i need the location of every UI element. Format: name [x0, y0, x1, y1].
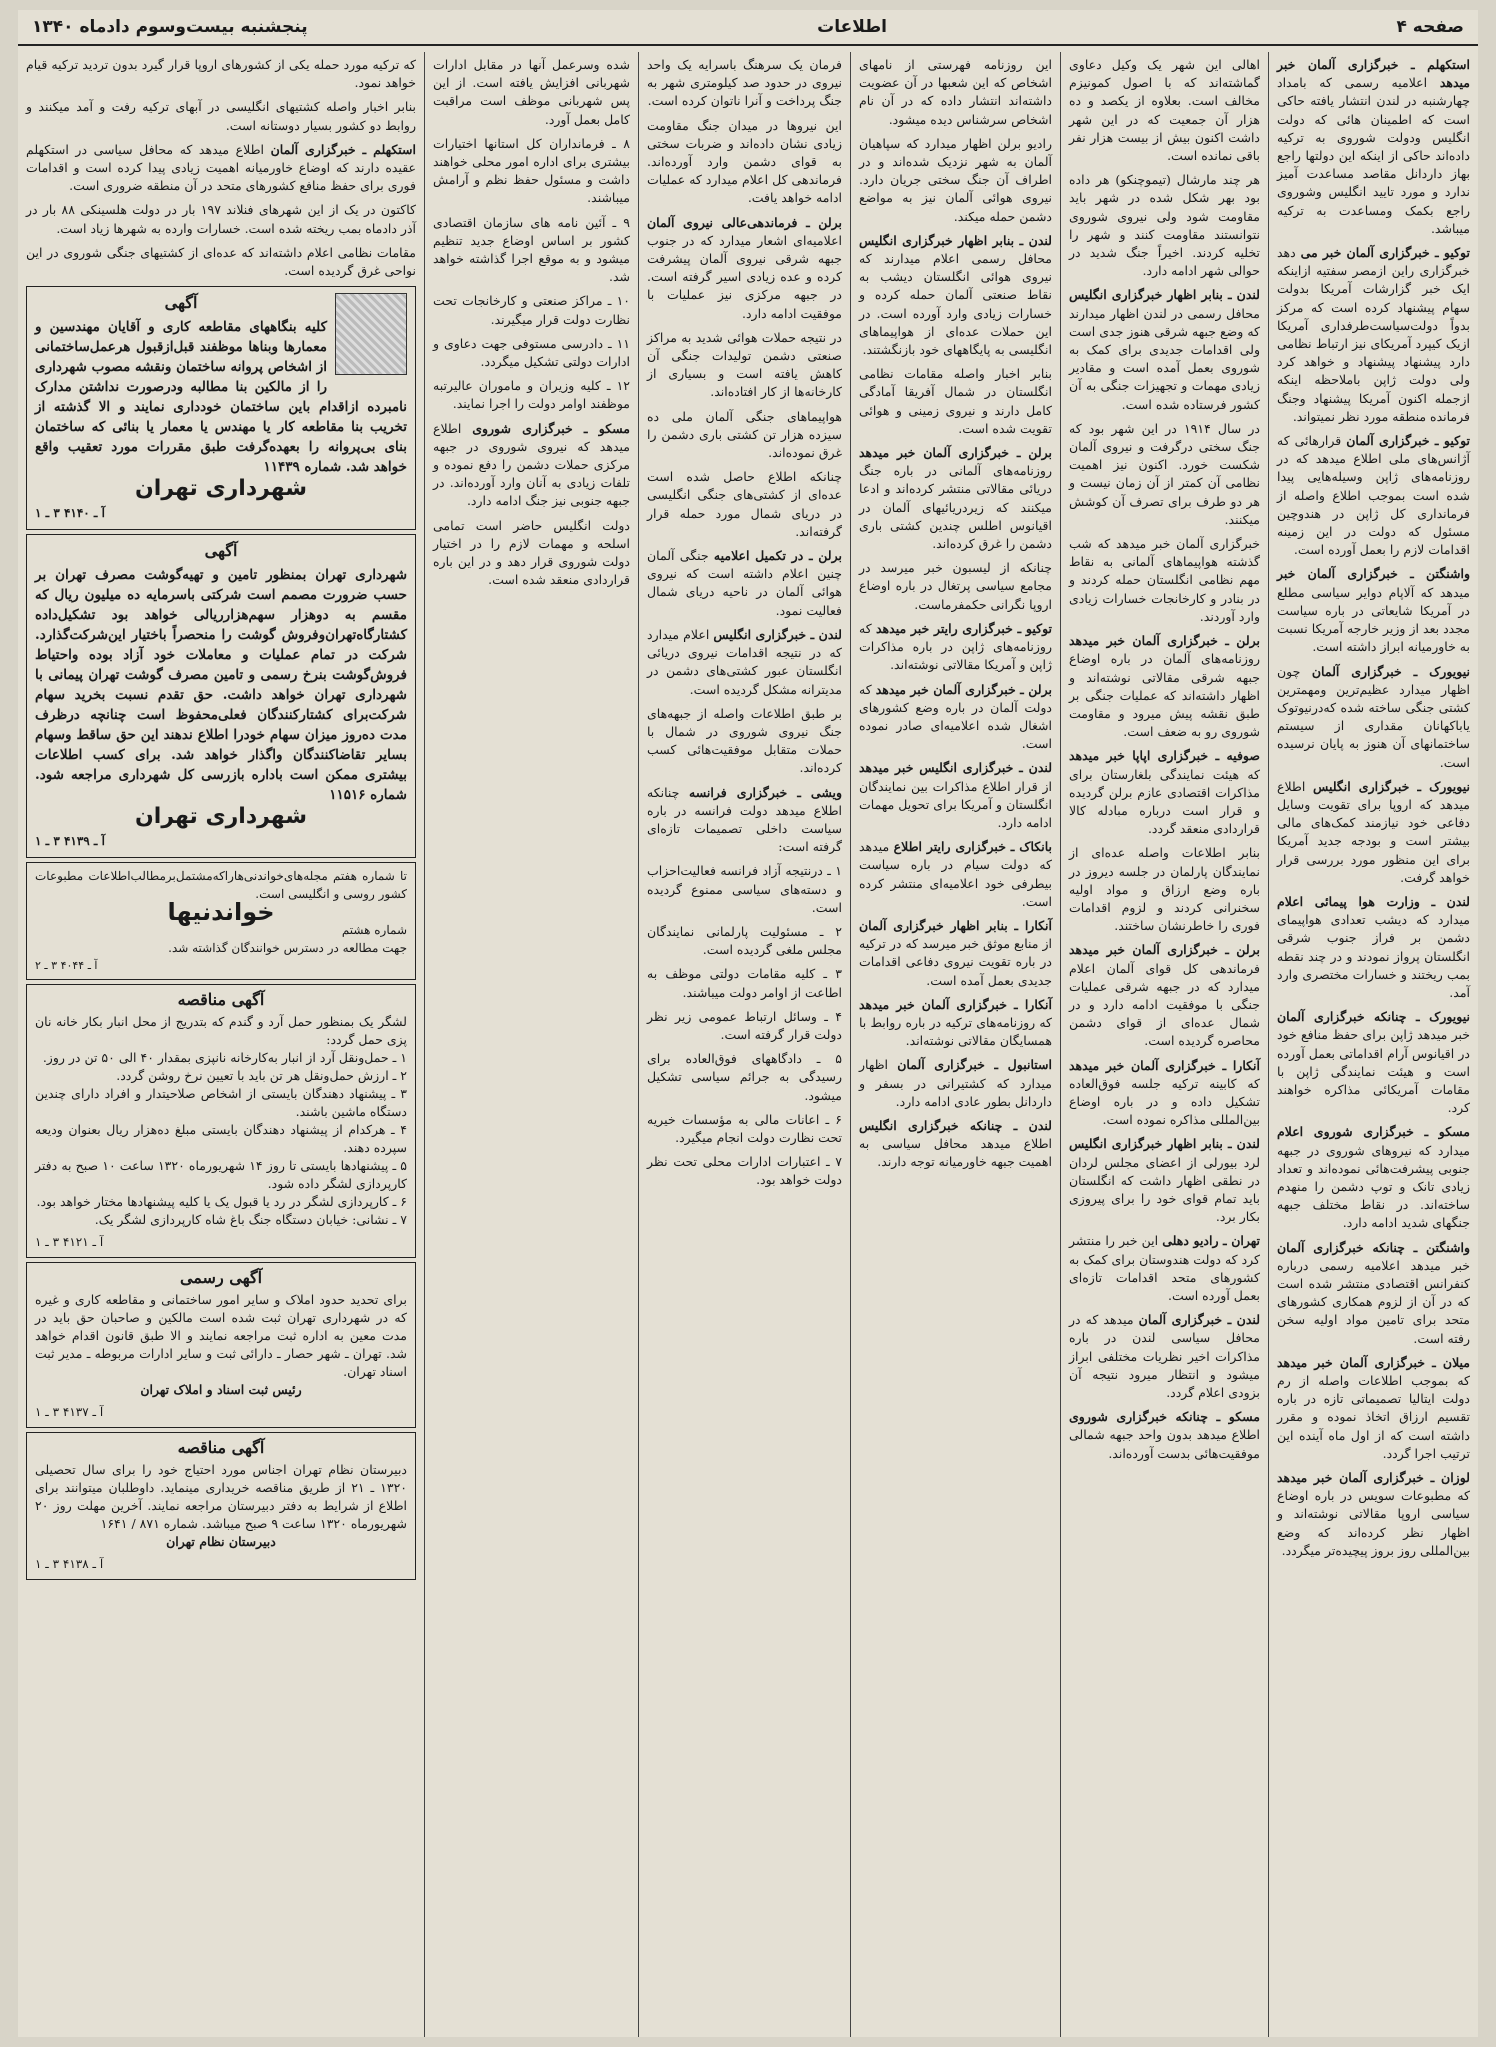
- news-text: ۲ ـ مسئولیت پارلمانی نمایندگان مجلس ملغی گردیده است.: [647, 923, 842, 958]
- ad-text: کلیه بنگاههای مقاطعه کاری و آقایان مهندسین و معمارها وبناها موظفند قبل‌ازقبول هرعمل‌ساختمانی از اشخاص پروانه ساختمان ونقشه مصوب شهرداری را از مالکین بنا مطالبه ودرصورت نداشتن مدارک نامبرده ازاقدام باین ساختمان خودداری نمایند و الا گذشته از تخریب بنا مقاطعه کار یا مهندس یا معمار یا بنائی که ساختمان بنای بی‌پروانه را بعهده‌گرفت طبق مقررات مورد تعقیب واقع خواهد شد. شماره ۱۱۴۳۹: [35, 319, 407, 476]
- news-text: اهالی این شهر یک وکیل دعاوی گماشته‌اند که با اصول کمونیزم مخالف است. بعلاوه از یکصد و ده هزار آن جمعیت که در این شهر داشت اکنون بیش از بیست هزار نفر باقی نمانده است.: [1069, 57, 1260, 164]
- news-lead: لندن ـ خبرگزاری آلمان: [1138, 1312, 1261, 1328]
- news-item: [433, 292, 630, 328]
- news-item: [1069, 941, 1260, 1050]
- news-item: [433, 420, 630, 511]
- news-item: [26, 201, 416, 237]
- news-item: [1277, 244, 1470, 426]
- news-text: روزنامه‌های آلمانی در باره جنگ دریائی مقالاتی منتشر کرده‌اند و ادعا میکنند که زیردریائیهای آلمان در اقیانوس اطلس چندین کشتی باری دشمن را غرق کرده‌اند.: [859, 463, 1052, 552]
- news-text: ۳ ـ کلیه مقامات دولتی موظف به اطاعت از اوامر دولت میباشند.: [647, 966, 842, 1000]
- news-lead: لندن ـ بنابر اظهار خبرگزاری انگلیس: [1069, 287, 1260, 303]
- column-5: [424, 52, 638, 2037]
- news-text: که روزنامه‌های ژاپن در باره مذاکرات ژاپن و آمریکا مقالاتی نوشته‌اند.: [859, 620, 1052, 673]
- news-text: این خبر را منتشر کرد که دولت هندوستان برای کمک به کشورهای متحد اقدامات تازه‌ای بعمل آورده است.: [1069, 1233, 1260, 1303]
- ad-text: شهرداری تهران بمنظور تامین و تهیه‌گوشت مصرف تهران بر حسب ضرورت مصمم است شرکتی باسرمایه ده میلیون ریال که مقسم به دوهزار سهم‌هزارریالی خواهد بود تشکیل‌داده کشتارگاه‌تهران‌وفروش گوشت را منحصراً باختیار این‌شرکت‌گذارد. شرکت در تمام عملیات و معاملات خود آزاد بوده واحتیاط فروش‌گوشت بنرخ رسمی و تامین مصرف گوشت تهران پیمانی با شهرداری تهران خواهد داشت. حق تقدم نسبت بخرید سهام شرکت‌برای کشتارکنندگان فعلی‌محفوظ است چنانچه درظرف مدت ده‌روز میزان سهام خودرا اطلاع ندهند این حق ساقط وسهام بسایر تقاضاکنندگان واگذار خواهد شد. برای کسب اطلاعات بیشتری ممکن است باداره بازرسی کل شهرداری مراجعه شود. شماره ۱۱۵۱۶: [35, 567, 407, 804]
- news-item: [1069, 844, 1260, 935]
- news-lead: آنکارا ـ خبرگزاری آلمان خبر میدهد: [1069, 1057, 1260, 1073]
- news-item: [1069, 171, 1260, 280]
- news-text: میدهد که آلاپام دوایر سیاسی مطلع در آمریکا شایعاتی در باره سیاست مجدد بعد از وزیر خارجه آمریکا نسبت به خاورمیانه ابراز داشته است.: [1277, 584, 1470, 655]
- news-text: که مطبوعات سویس در باره اوضاع سیاسی اروپا مقالاتی نوشته‌اند و اظهار نظر کرده‌اند که وضع بین‌المللی روز بروز پیچیده‌تر میگردد.: [1277, 1488, 1470, 1558]
- news-lead: برلن ـ خبرگزاری آلمان خبر میدهد: [859, 445, 1052, 461]
- news-item: [647, 329, 842, 402]
- tender-item: ۲ ـ ارزش حمل‌ونقل هر تن باید با تعیین نرخ روشن گردد.: [116, 1068, 407, 1084]
- news-text: اعلام میدارد که در نتیجه اقدامات نیروی دریائی انگلستان عبور کشتی‌های دشمن در مدیترانه مشکل گردیده است.: [647, 626, 842, 697]
- paper-name: اطلاعات: [817, 17, 887, 37]
- news-text: از منابع موثق خبر میرسد که در ترکیه در باره تقویت نیروی دفاعی اقدامات جدیدی بعمل آمده است.: [859, 936, 1052, 988]
- news-lead: توکیو ـ خبرگزاری آلمان: [1346, 433, 1470, 449]
- news-item: [859, 232, 1052, 359]
- news-text: این روزنامه فهرستی از نامهای اشخاص که این شعبها در آن عضویت داشته‌اند انتشار داده که در آن نام اشخاص سرشناس دیده میشود.: [859, 57, 1052, 127]
- news-lead: برلن ـ فرماندهی‌عالی نیروی آلمان: [647, 214, 842, 230]
- news-item: [859, 838, 1052, 911]
- ad-text: دبیرستان نظام تهران اجناس مورد احتیاج خود را برای سال تحصیلی ۱۳۲۰ ـ ۲۱ از طریق مناقصه خریداری مینماید. داوطلبان میتوانند برای اطلاع از شرایط به دفتر دبیرستان مراجعه نمایند. آخرین مهلت روز ۲۰ شهریورماه ۱۳۲۰ ساعت ۹ صبح میباشد. شماره ۸۷۱ / ۱۶۴۱: [35, 1462, 408, 1532]
- news-item: [859, 917, 1052, 990]
- news-lead: لندن ـ بنابر اظهار خبرگزاری انگلیس: [1069, 1136, 1260, 1152]
- tender-item: ۳ ـ پیشنهاد دهندگان بایستی از اشخاص صلاحیتدار و افراد دارای چندین دستگاه ماشین باشند.: [35, 1086, 407, 1120]
- news-lead: برلن ـ خبرگزاری آلمان خبر میدهد: [1069, 633, 1260, 649]
- tender-item: ۴ ـ هرکدام از پیشنهاد دهندگان بایستی مبلغ ده‌هزار ریال بعنوان ودیعه سپرده دهند.: [35, 1122, 407, 1156]
- column-4: [638, 52, 850, 2037]
- news-text: هر چند مارشال (تیموچنکو) هر داده بود بهر شکل شده در شهر باید مقاومت شود ولی نیروی شوروی نتوانستند مقاومت کنند و شهر را تخلیه کردند. اخیراً جنگ شدید در حوالی شهر ادامه دارد.: [1069, 172, 1260, 279]
- news-item: [859, 759, 1052, 832]
- news-text: فرماندهی کل قوای آلمان اعلام میدارد که در جبهه شرقی عملیات جنگی با موفقیت ادامه دارد و در شمال عده‌ای از قوای دشمن محاصره گردیده است.: [1069, 960, 1260, 1049]
- news-lead: بانکاک ـ خبرگزاری رایتر اطلاع: [893, 839, 1052, 855]
- news-lead: استانبول ـ خبرگزاری آلمان: [897, 1057, 1052, 1073]
- news-item: [1069, 1135, 1260, 1226]
- news-lead: لوزان ـ خبرگزاری آلمان خبر میدهد: [1277, 1470, 1470, 1486]
- masthead: [18, 10, 1478, 46]
- news-lead: لندن ـ چنانکه خبرگزاری انگلیس: [859, 1117, 1052, 1133]
- ad-code: آ ـ ۴۱۳۷ ۳ ـ ۱: [35, 1405, 104, 1420]
- news-text: چون اظهار میدارد عظیم‌ترین ومهمترین کشتی جنگی ساخته شده که‌درنیوتوک یاباکهانان مقداری از سیستم ساختمانهای آن هنوز به پایان نرسیده است.: [1277, 663, 1470, 770]
- news-item: [859, 559, 1052, 614]
- news-lead: لندن ـ خبرگزاری انگلیس: [713, 626, 842, 642]
- news-item: [26, 141, 416, 196]
- news-item: [647, 547, 842, 620]
- news-item: [1277, 1469, 1470, 1560]
- news-item: [433, 517, 630, 590]
- news-lead: توکیو ـ خبرگزاری آلمان خبر می: [1300, 245, 1470, 261]
- news-lead: نیویورک ـ خبرگزاری انگلیس: [1313, 778, 1470, 794]
- news-text: این نیروها در میدان جنگ مقاومت زیادی نشان داده‌اند و ضربات سختی به قوای دشمن وارد آورده‌اند. فرماندهی کل اعلام میدارد که عملیات ادامه خواهد یافت.: [647, 117, 842, 206]
- news-lead: مسکو ـ چنانکه خبرگزاری شوروی: [1069, 1409, 1260, 1425]
- news-text: چنانکه از لیسبون خبر میرسد در مجامع سیاسی پرتغال در باره اوضاع اروپا نگرانی حکمفرماست.: [859, 560, 1052, 612]
- news-item: [1277, 663, 1470, 772]
- khandaniha-name: خواندنیها: [167, 898, 275, 927]
- news-text: که هیئت نمایندگی بلغارستان برای مذاکرات اقتصادی عازم برلن گردیده و قرار است درباره مبادله کالا قراردادی منعقد گردد.: [1069, 766, 1260, 837]
- news-lead: میلان ـ خبرگزاری آلمان خبر میدهد: [1277, 1354, 1470, 1370]
- news-item: [1277, 893, 1470, 1002]
- news-text: مقامات نظامی اعلام داشته‌اند که عده‌ای از کشتیهای جنگی شوروی در این نواحی غرق گردیده است.: [26, 244, 416, 279]
- news-item: [859, 1117, 1052, 1172]
- news-text: میدهد که دولت سیام در باره سیاست بیطرفی خود اعلامیه‌ای منتشر کرده است.: [859, 839, 1052, 909]
- news-text: لرد بیورلی از اعضای مجلس لردان در نطقی اظهار داشت که انگلستان باید تمام قوای خود را برای پیروزی بکار برد.: [1069, 1154, 1260, 1225]
- news-lead: لندن ـ بنابر اظهار خبرگزاری انگلیس: [859, 232, 1052, 248]
- news-item: [647, 214, 842, 323]
- ad-signature: دبیرستان نظام تهران: [166, 1534, 276, 1550]
- news-item: [647, 1153, 842, 1189]
- ad-code: آ ـ ۴۰۴۴ ۳ ـ ۲: [35, 959, 98, 973]
- news-item: [647, 862, 842, 917]
- news-text: چنانکه اطلاع حاصل شده است عده‌ای از کشتی‌های جنگی انگلیسی در دریای شمال مورد حمله قرار گرفته‌اند.: [647, 469, 842, 539]
- news-text: روزنامه‌های آلمان در باره اوضاع جبهه شرقی مقالاتی نوشته‌اند و اظهار داشته‌اند که عملیات جنگی بر طبق نقشه پیش میرود و مقاومت شوروی رو به ضعف است.: [1069, 651, 1260, 740]
- news-lead: آنکارا ـ خبرگزاری آلمان خبر میدهد: [859, 996, 1052, 1012]
- news-item: [647, 1111, 842, 1147]
- news-item: [647, 1008, 842, 1044]
- news-text: ۹ ـ آئین نامه های سازمان اقتصادی کشور بر اساس اوضاع جدید تنظیم میشود و به موقع اجرا گذاشته خواهد شد.: [433, 214, 630, 285]
- news-text: که دولت آلمان در باره وضع کشورهای اشغال شده اعلامیه‌ای صادر نموده است.: [859, 681, 1052, 752]
- news-item: [1277, 1239, 1470, 1348]
- column-3: [850, 52, 1060, 2037]
- news-lead: صوفیه ـ خبرگزاری اپاپا خبر میدهد: [1069, 748, 1260, 764]
- news-lead: لندن ـ خبرگزاری انگلیس خبر میدهد: [859, 760, 1052, 776]
- ad-title: آگهی مناقصه: [177, 990, 265, 1010]
- news-item: [433, 56, 630, 129]
- news-text: خبر میدهد اعلامیه رسمی درباره کنفرانس اقتصادی منتشر شده است که در آن از لزوم همکاری کشورهای متحد برای تامین مواد اولیه سخن رفته است.: [1277, 1257, 1470, 1346]
- news-lead: واشنگتن ـ چنانکه خبرگزاری آلمان: [1277, 1239, 1470, 1255]
- news-item: [859, 1056, 1052, 1111]
- news-item: [859, 135, 1052, 226]
- news-item: [647, 705, 842, 778]
- tender-ad: [26, 984, 416, 1258]
- official-ad: [26, 1262, 416, 1428]
- news-text: از قرار اطلاع مذاکرات بین نمایندگان انگلستان و آمریکا برای تحویل مهمات ادامه دارد.: [859, 778, 1052, 830]
- news-text: اطلاع میدهد که محافل سیاسی در استکهلم عقیده دارند که اوضاع خاورمیانه اهمیت زیادی پیدا کرده است و اقدامات فوری برای حفظ منافع کشورهای متحد در آن منطقه ضروری است.: [26, 141, 416, 194]
- ad-code: آ ـ ۴۱۲۱ ۳ ـ ۱: [35, 1235, 104, 1250]
- news-lead: مسکو ـ خبرگزاری شوروی اعلام: [1277, 1124, 1470, 1140]
- news-item: [433, 214, 630, 287]
- news-item: [1069, 286, 1260, 413]
- issue-date: پنجشنبه بیست‌وسوم دادماه ۱۳۴۰: [32, 17, 308, 37]
- tender-item: ۵ ـ پیشنهادها بایستی تا روز ۱۴ شهریورماه ۱۳۲۰ ساعت ۱۰ صبح به دفتر کارپردازی لشگر داده شود.: [35, 1158, 408, 1192]
- news-lead: توکیو ـ خبرگزاری رایتر خبر میدهد: [875, 620, 1053, 636]
- columns: [18, 52, 1478, 2037]
- ad-title: آگهی: [164, 293, 198, 313]
- news-text: که ترکیه مورد حمله یکی از کشورهای اروپا قرار گیرد بدون تردید ترکیه قیام خواهد نمود.: [26, 57, 416, 91]
- news-text: چنانکه اطلاع میدهد دولت فرانسه در باره سیاست داخلی تصمیمات تازه‌ای گرفته است:: [647, 784, 842, 855]
- news-text: که بموجب اطلاعات واصله از رم دولت ایتالیا تصمیماتی تازه در باره تقسیم ارزاق اتخاذ نموده و مقرر داشته است که از اول ماه آینده این ترتیب اجرا گردد.: [1277, 1373, 1470, 1461]
- news-text: که روزنامه‌های ترکیه در باره روابط با همسایگان مقالاتی نوشته‌اند.: [859, 1014, 1052, 1049]
- news-text: خبرگزاری آلمان خبر میدهد که شب گذشته هواپیماهای آلمانی به نقاط مهم نظامی انگلستان حمله کردند و در بنادر و کارخانجات خسارات زیادی وارد آوردند.: [1069, 536, 1260, 624]
- news-item: [859, 56, 1052, 129]
- municipality-construction-ad: [26, 286, 416, 530]
- news-text: در سال ۱۹۱۴ در این شهر بود که جنگ سختی درگرفت و نیروی آلمان شکست خورد. اکنون نیز اهمیت نظامی آن کمتر از آن زمان نیست و هر دو طرف برای تصرف آن کوشش میکنند.: [1069, 420, 1260, 527]
- news-item: [859, 365, 1052, 438]
- news-text: میدارد که دیشب تعدادی هواپیمای دشمن بر فراز جنوب شرقی انگلستان پرواز نمودند و در چند نقطه بمب ریختند و خسارات مختصری وارد آمد.: [1277, 912, 1470, 1000]
- news-text: دهد خبرگزاری راین ازمصر سفتیه ازاینکه ایک خبر گزارشات آمریکا بدولت سهام پیشنهاد کرده است که مرکز بدواً دولت‌سیاست‌طرفداری آمریکا ازیک کیپرد آمریکای نیز ارتباط نظامی دارد پیشنهاد پیشنهاد و خواهد کرد ولی دولت ژاپن باملاحظه اینکه ازجمله اکنون آمریکا پیشنهاد وجنگ فرمانده منطقه مورد نظر نمیتواند.: [1277, 245, 1470, 424]
- news-lead: تهران ـ رادیو دهلی: [1162, 1233, 1260, 1249]
- news-lead: برلن ـ در تکمیل اعلامیه: [713, 548, 842, 564]
- tender-item: ۶ ـ کارپردازی لشگر در رد یا قبول یک یا کلیه پیشنهادها مختار خواهد بود.: [36, 1194, 407, 1210]
- news-item: [1069, 747, 1260, 838]
- ad-signature: شهرداری تهران: [135, 804, 307, 830]
- news-text: شده وسرعمل آنها در مقابل ادارات شهربانی افزایش یافته است. از این پس شهربانی موظف است مراقبت کامل بعمل آورد.: [433, 57, 630, 127]
- news-item: [647, 1050, 842, 1105]
- news-text: ۷ ـ اعتبارات ادارات محلی تحت نظر دولت خواهد بود.: [647, 1154, 842, 1188]
- news-item: [1069, 1232, 1260, 1305]
- news-item: [26, 56, 416, 92]
- news-item: [859, 620, 1052, 675]
- tender-item: ۷ ـ نشانی: خیابان دستگاه جنگ باغ شاه کارپردازی لشگر یک.: [94, 1212, 407, 1228]
- news-item: [1277, 56, 1470, 238]
- news-text: در نتیجه حملات هوائی شدید به مراکز صنعتی دشمن تولیدات جنگی آن کاهش یافته است و بسیاری از کارخانه‌ها از کار افتاده‌اند.: [647, 329, 842, 400]
- khandaniha-tail: جهت مطالعه در دسترس خوانندگان گذاشته شد.: [168, 941, 407, 956]
- news-item: [647, 56, 842, 111]
- news-item: [433, 377, 630, 413]
- news-item: [647, 468, 842, 541]
- news-text: کاکتون در یک از این شهرهای فنلاند ۱۹۷ بار در دولت هلسینکی ۸۸ بار در آذر دادماه بمب ریخته شده است. خسارات وارده به شهرها زیاد است.: [26, 202, 416, 236]
- news-text: بنابر اخبار واصله مقامات نظامی انگلستان در شمال آفریقا آمادگی کامل دارند و نیروی زمینی و هوائی تقویت شده است.: [859, 366, 1052, 436]
- news-item: [647, 408, 842, 463]
- news-lead: آنکارا ـ بنابر اظهار خبرگزاری آلمان: [859, 917, 1052, 933]
- news-text: محافل رسمی در لندن اظهار میدارند که وضع جبهه شرقی هنوز جدی است ولی اقدامات جدیدی برای کمک به شوروی بعمل آمده است و مقادیر زیادی مهمات و تجهیزات جنگی به آن کشور فرستاده شده است.: [1069, 305, 1260, 412]
- news-text: ۵ ـ دادگاههای فوق‌العاده برای رسیدگی به جرائم سیاسی تشکیل میشود.: [647, 1051, 842, 1103]
- khandaniha-ad: [26, 862, 416, 980]
- news-item: [647, 117, 842, 208]
- news-text: اطلاع میدهد محافل سیاسی به اهمیت جبهه خاورمیانه توجه دارند.: [859, 1136, 1052, 1170]
- news-item: [1069, 56, 1260, 165]
- news-text: فرمان یک سرهنگ باسرایه یک واحد نیروی در حدود صد کیلومتری شهر به جنگ پرداخت و آنرا ناتوان کرده است.: [647, 57, 842, 109]
- news-text: ۶ ـ اعانات مالی به مؤسسات خیریه تحت نظارت دولت انجام میگیرد.: [647, 1111, 842, 1145]
- news-text: میدهد که در محافل سیاسی لندن در باره مذاکرات اخیر نظریات مختلفی ابراز میشود و انتظار میرود نتیجه آن بزودی اعلام گردد.: [1069, 1312, 1260, 1401]
- news-text: جنگی آلمان چنین اعلام داشته است که نیروی هوائی آلمان در ناحیه دریای شمال فعالیت نمود.: [647, 548, 842, 618]
- news-text: که کابینه ترکیه جلسه فوق‌العاده تشکیل داده و در باره اوضاع بین‌المللی مذاکره نموده است.: [1069, 1075, 1260, 1128]
- news-item: [1277, 1008, 1470, 1117]
- khandaniha-issue: شماره هشتم: [341, 923, 407, 938]
- news-item: [859, 444, 1052, 553]
- news-item: [1069, 1311, 1260, 1402]
- news-item: [433, 335, 630, 371]
- news-text: ۱۰ ـ مراکز صنعتی و کارخانجات تحت نظارت دولت قرار میگیرند.: [433, 293, 630, 327]
- tender-item: ۱ ـ حمل‌ونقل آرد از انبار به‌کارخانه نانپزی بمقدار ۴۰ الی ۵۰ تن در روز.: [42, 1050, 407, 1066]
- news-lead: واشنگتن ـ خبرگزاری آلمان خبر: [1277, 566, 1470, 582]
- news-item: [1277, 432, 1470, 559]
- news-text: اظهار میدارد که کشتیرانی در بسفر و داردانل بطور عادی ادامه دارد.: [859, 1057, 1052, 1109]
- news-item: [26, 98, 416, 134]
- news-item: [647, 923, 842, 959]
- news-text: میدارد که نیروهای شوروی در جبهه جنوبی پیشرفت‌هائی نموده‌اند و تعداد زیادی تانک و توپ دشمن را منهدم ساخته‌اند. در نقاط مختلف جبهه جنگهای شدید ادامه دارد.: [1277, 1142, 1470, 1231]
- news-item: [1277, 778, 1470, 887]
- news-lead: استکهلم ـ خبرگزاری آلمان خبر میدهد: [1277, 57, 1470, 91]
- news-lead: برلن ـ خبرگزاری آلمان خبر میدهد: [1069, 942, 1260, 958]
- news-item: [1277, 565, 1470, 656]
- news-text: ۸ ـ فرمانداران کل استانها اختیارات بیشتری برای اداره امور محلی خواهند داشت و مسئول حفظ نظم و آرامش میباشند.: [433, 135, 630, 206]
- tender-item: لشگر یک بمنظور حمل آرد و گندم که بتدریج از محل انبار بکار خانه نان پزی حمل گردد:: [35, 1014, 407, 1048]
- news-text: هواپیماهای جنگی آلمان ملی ده سیزده هزار تن کشتی باری دشمن را غرق نموده‌اند.: [647, 408, 842, 461]
- news-item: [26, 244, 416, 280]
- lion-sun-emblem-icon: [335, 293, 407, 375]
- news-item: [859, 681, 1052, 754]
- news-text: قرارهائی که آژانس‌های ملی اطلاع میدهد که در روزنامه‌های ژاپن وسیله‌هایی پیدا شده است بموجب اطلاع واصله از فرمانداری کل ژاپن در هندوچین مسئول که دولت در این زمینه اقدامات لازم را بعمل آورده است.: [1277, 433, 1470, 558]
- news-text: خبر میدهد ژاپن برای حفظ منافع خود در اقیانوس آرام اقداماتی بعمل آورده است و هیئت نمایندگی ژاپن با مقامات آمریکائی مذاکره خواهند کرد.: [1277, 1027, 1470, 1116]
- news-item: [1277, 1354, 1470, 1463]
- news-lead: استکهلم ـ خبرگزاری آلمان: [270, 141, 417, 157]
- news-text: بنابر اخبار واصله کشتیهای انگلیسی در آبهای ترکیه رفت و آمد میکنند و روابط دو کشور بسیار دوستانه است.: [26, 99, 416, 133]
- news-item: [433, 135, 630, 208]
- ad-text: برای تحدید حدود املاک و سایر امور ساختمانی و مقاطعه کاری و غیره که در شهرداری تهران ثبت شده است مالکین و صاحبان حق باید در مدت معین به اداره ثبت مراجعه نمایند و الا طبق قانون اقدام خواهد شد. تهران ـ شهر حصار ـ دارائی ثبت و سایر ادارات مربوطه ـ مدیر ثبت اسناد تهران.: [35, 1292, 407, 1380]
- meat-company-ad: [26, 534, 416, 858]
- news-text: ۱ ـ درنتیجه آزاد فرانسه فعالیت‌احزاب و دسته‌های سیاسی ممنوع گردیده است.: [647, 863, 842, 915]
- tender-items: [35, 1013, 407, 1229]
- news-text: اطلاع میدهد که اروپا برای تقویت وسایل دفاعی خود نیازمند کمک‌های مالی بیشتر است و بودجه جدید آمریکا برای این منظور مورد بررسی قرار خواهد گرفت.: [1277, 778, 1470, 885]
- column-1: [1268, 52, 1478, 2037]
- ad-code: آ ـ ۴۱۳۹ ۳ ـ ۱: [35, 834, 105, 849]
- news-text: محافل رسمی اعلام میدارند که نیروی هوائی انگلستان دیشب به نقاط صنعتی آلمان حمله کرده و خسارات زیادی وارد آورده است. در این حملات عده‌ای از هواپیماهای انگلیسی به پایگاههای خود بازنگشتند.: [859, 251, 1052, 358]
- news-lead: لندن ـ وزارت هوا پیمائی اعلام: [1277, 893, 1470, 909]
- news-text: بر طبق اطلاعات واصله از جبهه‌های جنگ نیروی شوروی در شمال با حملات متقابل موفقیت‌هائی کسب کرده‌اند.: [647, 705, 842, 776]
- news-item: [1069, 1057, 1260, 1130]
- news-text: ۴ ـ وسائل ارتباط عمومی زیر نظر دولت قرار گرفته است.: [647, 1008, 842, 1042]
- news-lead: نیویورک ـ خبرگزاری آلمان: [1311, 663, 1470, 679]
- news-item: [647, 965, 842, 1001]
- news-lead: نیویورک ـ چنانکه خبرگزاری آلمان: [1277, 1009, 1470, 1025]
- news-text: اطلاع میدهد که نیروی شوروی در جبهه مرکزی حملات دشمن را دفع نموده و تلفات زیادی به آنان وارد آورده‌اند. در جبهه جنوبی نیز جنگ ادامه دارد.: [433, 420, 630, 509]
- news-text: بنابر اطلاعات واصله عده‌ای از نمایندگان پارلمان در جلسه دیروز در باره وضع ارزاق و مواد اولیه سخنرانی کردند و لزوم اقدامات فوری را خاطرنشان ساختند.: [1069, 845, 1260, 934]
- column-6: [18, 52, 424, 2037]
- news-text: دولت انگلیس حاضر است تمامی اسلحه و مهمات لازم را در اختیار دولت شوروی قرار دهد و در این باره قراردادی منعقد شده است.: [433, 517, 630, 588]
- news-text: رادیو برلن اظهار میدارد که سپاهیان آلمان به شهر نزدیک شده‌اند و در اطراف آن جنگ سختی جریان دارد. نیروی هوائی آلمان نیز به مواضع دشمن حمله میکند.: [859, 135, 1052, 224]
- news-item: [1069, 535, 1260, 626]
- column-6-top: [26, 56, 416, 280]
- news-item: [1069, 420, 1260, 529]
- khandaniha-note: تا شماره هفتم مجله‌های‌خواندنی‌ها‌راکه‌مشتمل‌برمطالب‌اطلاعات مطبوعات کشور روسی و انگلیسی است.: [35, 869, 407, 902]
- news-lead: ویشی ـ خبرگزاری فرانسه: [689, 784, 842, 800]
- news-item: [1277, 1123, 1470, 1232]
- news-text: اعلامیه‌ای اشعار میدارد که در جنوب جبهه شرقی نیروی آلمان پیشرفت کرده و عده زیادی اسیر گرفته است. در جبهه مرکزی نیز عملیات با موفقیت ادامه دارد.: [647, 232, 842, 321]
- ad-signature: رئیس ثبت اسناد و املاک تهران: [140, 1382, 302, 1398]
- ad-title: آگهی رسمی: [179, 1268, 263, 1288]
- ad-title: آگهی مناقصه: [177, 1438, 265, 1458]
- school-tender-ad: [26, 1432, 416, 1580]
- ad-code: آ ـ ۴۱۴۰ ۳ ـ ۱: [35, 506, 105, 521]
- column-2: [1060, 52, 1268, 2037]
- newspaper-page: [18, 10, 1478, 2037]
- news-text: ۱۱ ـ دادرسی مستوفی جهت دعاوی و ادارات دولتی تشکیل میگردد.: [433, 335, 630, 370]
- ad-code: آ ـ ۴۱۳۸ ۳ ـ ۱: [35, 1557, 104, 1572]
- page-number: صفحه ۴: [1396, 17, 1464, 37]
- news-text: ۱۲ ـ کلیه وزیران و ماموران عالیرتبه موظفند اوامر دولت را اجرا نمایند.: [433, 378, 630, 412]
- news-item: [1069, 1408, 1260, 1463]
- news-text: اطلاع میدهد بدون واحد جبهه شمالی موفقیت‌هائی بدست آورده‌اند.: [1069, 1427, 1260, 1461]
- news-lead: برلن ـ خبرگزاری آلمان خبر میدهد: [875, 681, 1052, 697]
- news-item: [647, 784, 842, 857]
- news-lead: مسکو ـ خبرگزاری شوروی: [472, 420, 631, 436]
- ad-title: آگهی: [204, 541, 238, 561]
- news-item: [1069, 632, 1260, 741]
- news-text: اعلامیه رسمی که بامداد چهارشنبه در لندن انتشار یافته حاکی است که اطمینان هائی که دولت انگلیس ودولت شوروی به ترکیه داده‌اند حاکی از اینکه این دولتها راجع بهاز داردانل مقاصد مساعدت آمیز ندارد و مورد تایید انگلیس وشوروی راجع بکمک ومساعدت به ترکیه میباشد.: [1277, 75, 1470, 236]
- news-item: [859, 996, 1052, 1051]
- ad-signature: شهرداری تهران: [135, 476, 307, 502]
- news-item: [647, 626, 842, 699]
